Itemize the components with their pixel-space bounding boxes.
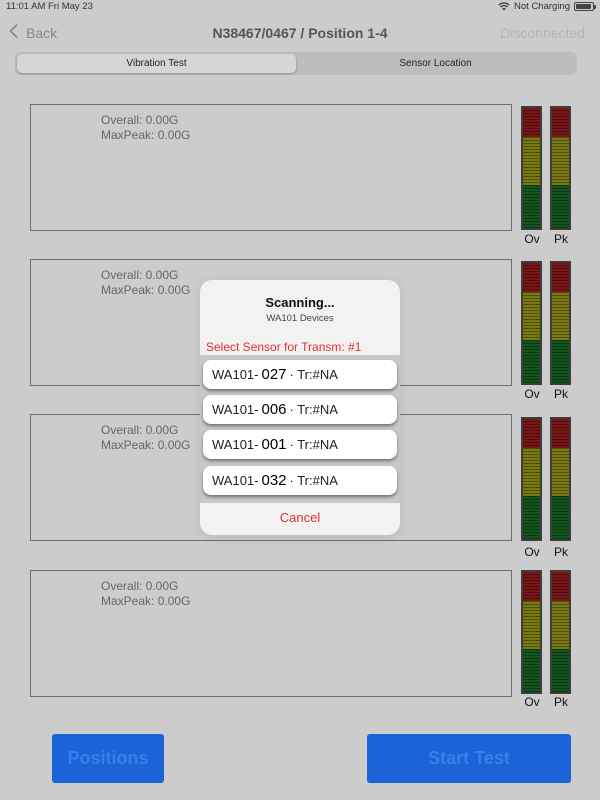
maxpeak-reading: MaxPeak: 0.00G [101,438,191,452]
level-meters [521,261,573,385]
device-item[interactable] [203,430,397,459]
status-date: Fri May 23 [48,1,93,12]
status-time: 11:01 AM [6,1,46,12]
device-item[interactable] [203,466,397,495]
dialog-title: Scanning... [265,295,335,310]
level-meters [521,417,573,541]
overall-reading: Overall: 0.00G [101,268,179,282]
page-title: N38467/0467 / Position 1-4 [212,25,388,41]
tab-segmented-control [15,52,577,75]
readings [101,268,190,298]
readings [101,579,190,609]
tab-vibration-test[interactable]: Vibration Test [17,54,296,73]
peak-meter [550,106,571,230]
maxpeak-reading: MaxPeak: 0.00G [101,128,191,142]
device-list [200,355,400,503]
waveform-panel [30,104,512,231]
scan-dialog [200,280,400,535]
positions-button[interactable]: Positions [52,734,164,783]
status-bar [0,0,600,14]
device-number: 006 [261,401,287,418]
meter-label-ov: Ov [524,387,540,401]
status-indicators [498,1,594,12]
readings [101,113,190,143]
meter-label-pk: Pk [553,232,568,246]
device-prefix: WA101- [212,367,259,382]
dialog-subtitle: WA101 Devices [266,313,334,324]
device-item[interactable] [203,360,397,389]
device-transmitter: · Tr:#NA [289,402,338,417]
device-prefix: WA101- [212,402,259,417]
back-label: Back [26,24,58,41]
device-number: 027 [261,366,287,383]
start-test-button[interactable]: Start Test [367,734,571,783]
level-meters [521,106,573,230]
connection-status: Disconnected [500,25,585,41]
battery-icon [574,2,594,11]
meter-label-pk: Pk [553,545,568,559]
battery-level [576,4,591,9]
device-transmitter: · Tr:#NA [289,367,338,382]
meter-label-pk: Pk [553,387,568,401]
cancel-button[interactable]: Cancel [279,510,321,525]
maxpeak-reading: MaxPeak: 0.00G [101,283,191,297]
device-transmitter: · Tr:#NA [289,437,338,452]
device-number: 032 [261,472,287,489]
readings [101,423,190,453]
device-number: 001 [261,436,287,453]
meter-label-ov: Ov [524,545,540,559]
waveform-panel [30,570,512,697]
device-prefix: WA101- [212,437,259,452]
meter-label-ov: Ov [524,695,540,709]
peak-meter [550,570,571,694]
device-transmitter: · Tr:#NA [289,473,338,488]
overall-reading: Overall: 0.00G [101,579,179,593]
charging-status: Not Charging [514,1,570,12]
level-meters [521,570,573,694]
dialog-prompt: Select Sensor for Transm: #1 [206,340,362,354]
peak-meter [550,417,571,541]
tab-sensor-location[interactable]: Sensor Location [399,58,472,69]
maxpeak-reading: MaxPeak: 0.00G [101,594,191,608]
overall-meter [521,417,542,541]
device-item[interactable] [203,395,397,424]
wifi-icon [498,2,510,11]
overall-meter [521,570,542,694]
overall-reading: Overall: 0.00G [101,113,179,127]
nav-bar [0,20,600,48]
overall-reading: Overall: 0.00G [101,423,179,437]
meter-label-ov: Ov [524,232,540,246]
overall-meter [521,261,542,385]
overall-meter [521,106,542,230]
device-prefix: WA101- [212,473,259,488]
peak-meter [550,261,571,385]
meter-label-pk: Pk [553,695,568,709]
